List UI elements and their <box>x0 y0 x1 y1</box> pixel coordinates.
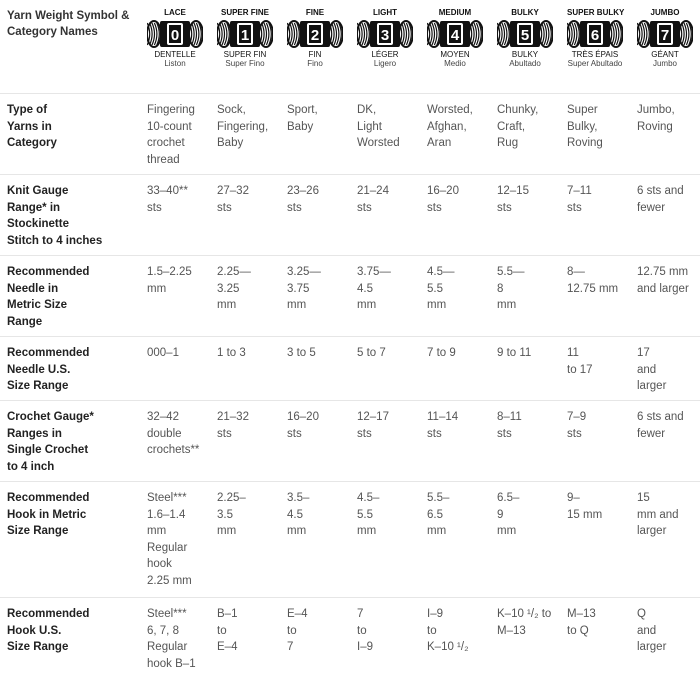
row-label-text: Type of Yarns in Category <box>7 102 140 152</box>
table-cell <box>350 482 420 598</box>
cell-value: 21–32 sts <box>217 409 280 442</box>
table-cell <box>420 337 490 401</box>
table-cell <box>280 256 350 337</box>
table-cell <box>350 401 420 482</box>
table-row <box>0 337 700 401</box>
yarn-skein-icon <box>217 19 273 49</box>
table-cell <box>210 598 280 678</box>
yarn-skein-icon <box>147 19 203 49</box>
symbol-french-name: GÉANT <box>637 50 693 59</box>
symbol-spanish-name: Medio <box>427 59 483 68</box>
header-label-cell <box>0 0 140 94</box>
cell-value: 7 to 9 <box>427 345 490 362</box>
symbol-spanish-name: Super Abultado <box>567 59 623 68</box>
cell-value: 3 to 5 <box>287 345 350 362</box>
symbol-cell <box>420 0 490 94</box>
yarn-weight-number: 4 <box>451 27 460 44</box>
cell-value: Sock, Fingering, Baby <box>217 102 280 152</box>
symbol-spanish-name: Fino <box>287 59 343 68</box>
cell-value: 1 to 3 <box>217 345 280 362</box>
row-label <box>0 175 140 256</box>
cell-value: 15 mm and larger <box>637 490 700 540</box>
yarn-weight-number: 7 <box>661 27 669 44</box>
cell-value: DK, Light Worsted <box>357 102 420 152</box>
row-label <box>0 94 140 175</box>
table-cell <box>490 337 560 401</box>
cell-value: 6.5– 9 mm <box>497 490 560 540</box>
yarn-weight-number: 3 <box>381 27 389 44</box>
yarn-symbol <box>427 8 483 68</box>
table-row <box>0 256 700 337</box>
cell-value: 17 and larger <box>637 345 700 395</box>
symbol-cell <box>560 0 630 94</box>
table-cell <box>280 598 350 678</box>
cell-value: Fingering 10-count crochet thread <box>147 102 210 168</box>
symbol-cell <box>490 0 560 94</box>
table-cell <box>560 94 630 175</box>
table-cell <box>420 94 490 175</box>
cell-value: Sport, Baby <box>287 102 350 135</box>
yarn-symbol <box>497 8 553 68</box>
symbol-cell <box>350 0 420 94</box>
table-cell <box>420 256 490 337</box>
yarn-symbol <box>287 8 343 68</box>
yarn-symbol <box>217 8 273 68</box>
yarn-symbol <box>147 8 203 68</box>
cell-value: 16–20 sts <box>287 409 350 442</box>
table-cell <box>560 482 630 598</box>
row-label <box>0 401 140 482</box>
cell-value: 4.5— 5.5 mm <box>427 264 490 314</box>
cell-value: Chunky, Craft, Rug <box>497 102 560 152</box>
symbol-spanish-name: Jumbo <box>637 59 693 68</box>
row-label <box>0 482 140 598</box>
cell-value: 2.25– 3.5 mm <box>217 490 280 540</box>
symbol-cell <box>280 0 350 94</box>
table-cell <box>490 175 560 256</box>
row-label <box>0 337 140 401</box>
table-cell <box>630 598 700 678</box>
table-cell <box>490 401 560 482</box>
cell-value: 8— 12.75 mm <box>567 264 630 297</box>
row-label <box>0 598 140 678</box>
cell-value: 000–1 <box>147 345 210 362</box>
cell-value: 7–11 sts <box>567 183 630 216</box>
table-cell <box>280 482 350 598</box>
cell-value: 7–9 sts <box>567 409 630 442</box>
table-cell <box>140 175 210 256</box>
header-row <box>0 0 700 94</box>
symbol-category-label: SUPER FINE <box>217 8 273 17</box>
cell-value: 32–42 double crochets** <box>147 409 210 459</box>
symbol-category-label: SUPER BULKY <box>567 8 623 17</box>
cell-value: 3.25— 3.75 mm <box>287 264 350 314</box>
cell-value: 5.5– 6.5 mm <box>427 490 490 540</box>
row-label-text: Crochet Gauge* Ranges in Single Crochet to 4 inch <box>7 409 140 475</box>
table-cell <box>350 94 420 175</box>
table-cell <box>630 175 700 256</box>
cell-value: 16–20 sts <box>427 183 490 216</box>
table-cell <box>140 256 210 337</box>
row-label-text: Knit Gauge Range* in Stockinette Stitch to 4 inches <box>7 183 140 249</box>
cell-value: I–9 to K–10 ¹/₂ <box>427 606 490 656</box>
table-row <box>0 401 700 482</box>
table-cell <box>350 256 420 337</box>
table-row <box>0 175 700 256</box>
cell-value: 4.5– 5.5 mm <box>357 490 420 540</box>
cell-value: 6 sts and fewer <box>637 409 700 442</box>
table-cell <box>490 598 560 678</box>
table-cell <box>630 401 700 482</box>
cell-value: 27–32 sts <box>217 183 280 216</box>
yarn-weight-number: 6 <box>591 27 599 44</box>
table-body <box>0 94 700 678</box>
symbol-french-name: FIN <box>287 50 343 59</box>
yarn-skein-icon <box>287 19 343 49</box>
cell-value: 12–15 sts <box>497 183 560 216</box>
symbol-french-name: MOYEN <box>427 50 483 59</box>
table-cell <box>630 482 700 598</box>
cell-value: 11–14 sts <box>427 409 490 442</box>
table-cell <box>630 94 700 175</box>
table-cell <box>420 175 490 256</box>
yarn-skein-icon <box>567 19 623 49</box>
cell-value: 9– 15 mm <box>567 490 630 523</box>
symbol-category-label: LACE <box>147 8 203 17</box>
symbol-cell <box>140 0 210 94</box>
table-cell <box>140 401 210 482</box>
symbol-category-label: FINE <box>287 8 343 17</box>
cell-value: B–1 to E–4 <box>217 606 280 656</box>
table-cell <box>560 256 630 337</box>
yarn-symbol <box>567 8 623 68</box>
symbol-spanish-name: Ligero <box>357 59 413 68</box>
symbol-category-label: MEDIUM <box>427 8 483 17</box>
row-label <box>0 256 140 337</box>
table-cell <box>420 401 490 482</box>
table-cell <box>210 94 280 175</box>
cell-value: Worsted, Afghan, Aran <box>427 102 490 152</box>
symbol-spanish-name: Super Fino <box>217 59 273 68</box>
table-cell <box>210 401 280 482</box>
table-cell <box>280 337 350 401</box>
cell-value: Super Bulky, Roving <box>567 102 630 152</box>
cell-value: 6 sts and fewer <box>637 183 700 216</box>
yarn-skein-icon <box>637 19 693 49</box>
table-row <box>0 598 700 678</box>
cell-value: K–10 ¹/₂ to M–13 <box>497 606 560 639</box>
cell-value: 8–11 sts <box>497 409 560 442</box>
table-cell <box>350 337 420 401</box>
table-cell <box>420 482 490 598</box>
cell-value: 21–24 sts <box>357 183 420 216</box>
yarn-skein-icon <box>497 19 553 49</box>
cell-value: 12.75 mm and larger <box>637 264 700 297</box>
cell-value: Steel*** 6, 7, 8 Regular hook B–1 <box>147 606 210 672</box>
cell-value: 7 to I–9 <box>357 606 420 656</box>
table-cell <box>630 256 700 337</box>
cell-value: Jumbo, Roving <box>637 102 700 135</box>
cell-value: Q and larger <box>637 606 700 656</box>
table-cell <box>350 598 420 678</box>
yarn-skein-icon <box>427 19 483 49</box>
symbol-cell <box>210 0 280 94</box>
yarn-weight-number: 0 <box>171 27 179 44</box>
table-cell <box>490 256 560 337</box>
table-cell <box>560 337 630 401</box>
yarn-skein-icon <box>357 19 413 49</box>
cell-value: Steel*** 1.6–1.4 mm Regular hook 2.25 mm <box>147 490 210 589</box>
cell-value: 12–17 sts <box>357 409 420 442</box>
table-row <box>0 94 700 175</box>
table-cell <box>560 401 630 482</box>
table-row <box>0 482 700 598</box>
table-cell <box>140 482 210 598</box>
symbol-french-name: LÉGER <box>357 50 413 59</box>
table-cell <box>280 175 350 256</box>
table-cell <box>560 598 630 678</box>
row-label-text: Recommended Hook in Metric Size Range <box>7 490 140 540</box>
cell-value: 1.5–2.25 mm <box>147 264 210 297</box>
cell-value: E–4 to 7 <box>287 606 350 656</box>
symbol-category-label: BULKY <box>497 8 553 17</box>
table-cell <box>490 482 560 598</box>
table-cell <box>420 598 490 678</box>
table-cell <box>140 598 210 678</box>
table-cell <box>210 256 280 337</box>
symbol-cell <box>630 0 700 94</box>
symbol-spanish-name: Liston <box>147 59 203 68</box>
cell-value: M–13 to Q <box>567 606 630 639</box>
row-label-text: Recommended Needle U.S. Size Range <box>7 345 140 395</box>
table-cell <box>210 337 280 401</box>
table-cell <box>560 175 630 256</box>
cell-value: 11 to 17 <box>567 345 630 378</box>
row-label-text: Recommended Hook U.S. Size Range <box>7 606 140 656</box>
symbol-french-name: SUPER FIN <box>217 50 273 59</box>
symbol-french-name: DENTELLE <box>147 50 203 59</box>
yarn-symbol <box>637 8 693 68</box>
yarn-weight-number: 1 <box>241 27 249 44</box>
cell-value: 5.5— 8 mm <box>497 264 560 314</box>
cell-value: 23–26 sts <box>287 183 350 216</box>
cell-value: 2.25— 3.25 mm <box>217 264 280 314</box>
row-label-text: Recommended Needle in Metric Size Range <box>7 264 140 330</box>
table-cell <box>490 94 560 175</box>
table-cell <box>140 94 210 175</box>
symbol-category-label: JUMBO <box>637 8 693 17</box>
table-cell <box>630 337 700 401</box>
table-cell <box>280 94 350 175</box>
cell-value: 5 to 7 <box>357 345 420 362</box>
yarn-weight-number: 5 <box>521 27 529 44</box>
symbol-french-name: TRÈS ÉPAIS <box>567 50 623 59</box>
cell-value: 9 to 11 <box>497 345 560 362</box>
yarn-symbol <box>357 8 413 68</box>
cell-value: 33–40** sts <box>147 183 210 216</box>
yarn-weight-number: 2 <box>311 27 319 44</box>
cell-value: 3.5– 4.5 mm <box>287 490 350 540</box>
symbol-french-name: BULKY <box>497 50 553 59</box>
symbol-category-label: LIGHT <box>357 8 413 17</box>
header-label: Yarn Weight Symbol & Category Names <box>7 8 140 40</box>
table-cell <box>280 401 350 482</box>
table-cell <box>210 482 280 598</box>
table-cell <box>210 175 280 256</box>
table-cell <box>140 337 210 401</box>
cell-value: 3.75— 4.5 mm <box>357 264 420 314</box>
symbol-spanish-name: Abultado <box>497 59 553 68</box>
table-cell <box>350 175 420 256</box>
